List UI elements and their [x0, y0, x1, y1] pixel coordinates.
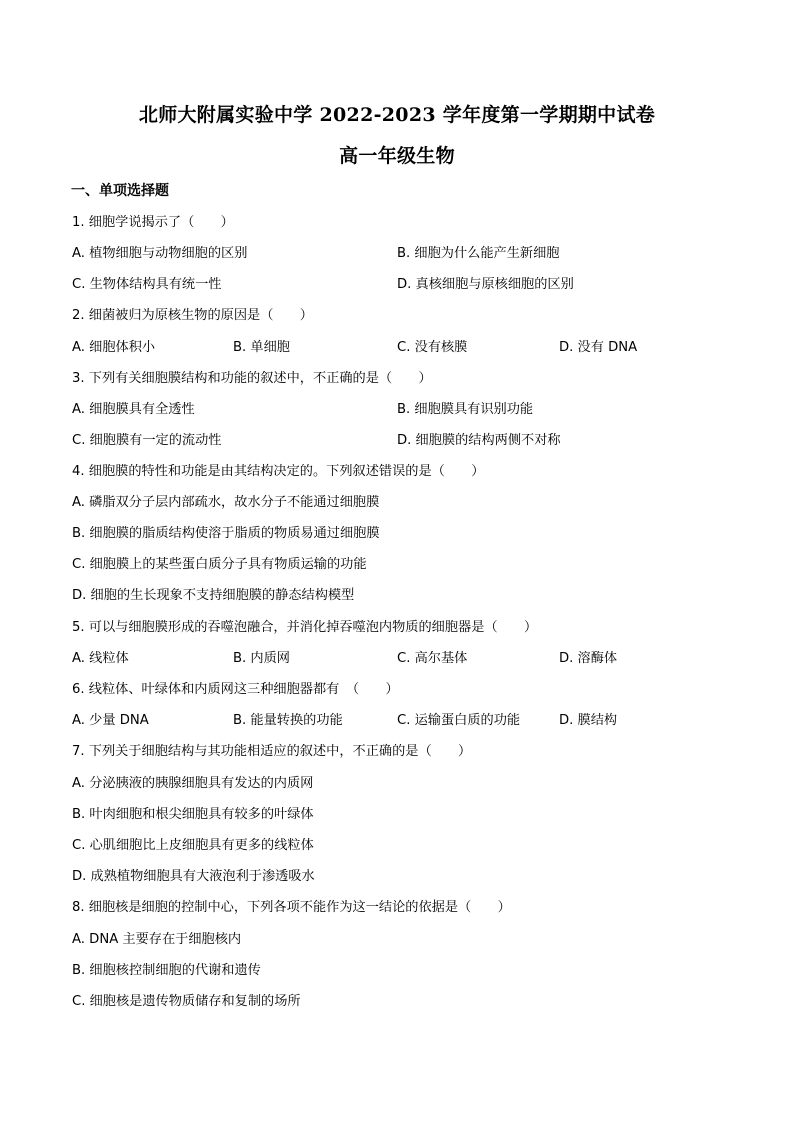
question-stem: 6. 线粒体、叶绿体和内质网这三种细胞器都有 （ ）: [72, 682, 399, 697]
option-a: A. 少量 DNA: [72, 713, 149, 728]
option-b: B. 叶肉细胞和根尖细胞具有较多的叶绿体: [72, 807, 314, 822]
option-c: C. 生物体结构具有统一性: [72, 277, 222, 292]
question-stem: 5. 可以与细胞膜形成的吞噬泡融合，并消化掉吞噬泡内物质的细胞器是（ ）: [72, 620, 538, 635]
option-c: C. 没有核膜: [397, 340, 468, 355]
question-stem: 1. 细胞学说揭示了（ ）: [72, 215, 234, 230]
option-a: A. 线粒体: [72, 651, 129, 666]
section-heading: 一、单项选择题: [71, 183, 169, 199]
question-stem: 4. 细胞膜的特性和功能是由其结构决定的。下列叙述错误的是（ ）: [72, 464, 485, 479]
option-c: C. 细胞膜有一定的流动性: [72, 433, 222, 448]
question-stem: 2. 细菌被归为原核生物的原因是（ ）: [72, 308, 313, 323]
option-c: C. 细胞核是遗传物质储存和复制的场所: [72, 994, 301, 1009]
option-d: D. 溶酶体: [559, 651, 618, 666]
option-a: A. 细胞膜具有全透性: [72, 402, 195, 417]
option-b: B. 细胞为什么能产生新细胞: [397, 246, 560, 261]
exam-subtitle: 高一年级生物: [339, 145, 455, 167]
option-d: D. 没有 DNA: [559, 340, 638, 355]
option-b: B. 细胞膜的脂质结构使溶于脂质的物质易通过细胞膜: [72, 526, 380, 541]
option-b: B. 能量转换的功能: [233, 713, 343, 728]
option-a: A. 植物细胞与动物细胞的区别: [72, 246, 248, 261]
option-a: A. 磷脂双分子层内部疏水，故水分子不能通过细胞膜: [72, 495, 380, 510]
question-stem: 7. 下列关于细胞结构与其功能相适应的叙述中，不正确的是（ ）: [72, 744, 472, 759]
option-c: C. 运输蛋白质的功能: [397, 713, 521, 728]
option-c: C. 心肌细胞比上皮细胞具有更多的线粒体: [72, 838, 314, 853]
option-d: D. 膜结构: [559, 713, 618, 728]
option-d: D. 成熟植物细胞具有大液泡利于渗透吸水: [72, 869, 315, 884]
question-stem: 8. 细胞核是细胞的控制中心，下列各项不能作为这一结论的依据是（ ）: [72, 900, 511, 915]
exam-title: 北师大附属实验中学 2022-2023 学年度第一学期期中试卷: [138, 104, 656, 126]
option-d: D. 细胞膜的结构两侧不对称: [397, 433, 561, 448]
option-b: B. 细胞核控制细胞的代谢和遗传: [72, 963, 261, 978]
option-c: C. 高尔基体: [397, 651, 468, 666]
option-a: A. 细胞体积小: [72, 340, 156, 355]
option-d: D. 真核细胞与原核细胞的区别: [397, 277, 574, 292]
option-b: B. 单细胞: [233, 340, 290, 355]
option-b: B. 细胞膜具有识别功能: [397, 402, 534, 417]
option-d: D. 细胞的生长现象不支持细胞膜的静态结构模型: [72, 588, 355, 603]
question-stem: 3. 下列有关细胞膜结构和功能的叙述中，不正确的是（ ）: [72, 371, 432, 386]
option-a: A. DNA 主要存在于细胞核内: [72, 932, 242, 947]
option-c: C. 细胞膜上的某些蛋白质分子具有物质运输的功能: [72, 557, 367, 572]
option-a: A. 分泌胰液的胰腺细胞具有发达的内质网: [72, 776, 314, 791]
option-b: B. 内质网: [233, 651, 290, 666]
